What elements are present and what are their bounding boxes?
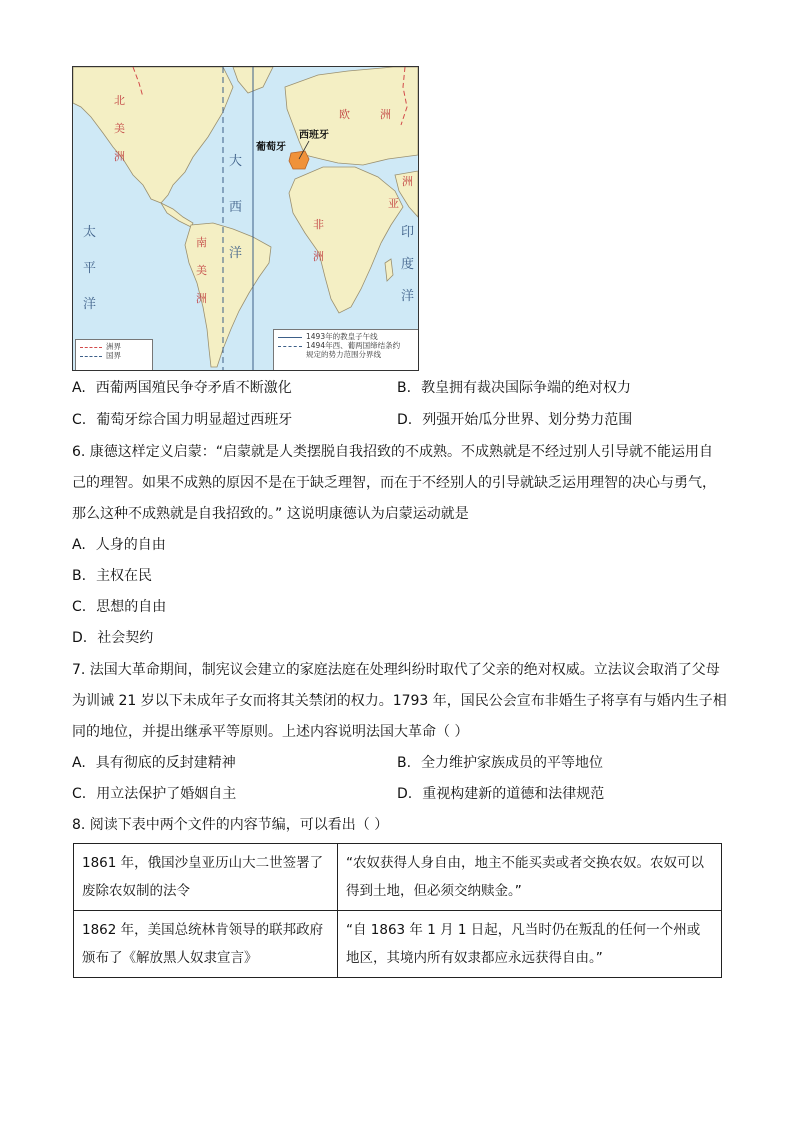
q6-stem-line-3: 那么这种不成熟就是自我招致的。” 这说明康德认为启蒙运动就是	[72, 506, 469, 522]
pacific-ocean-label: 太 平 洋	[83, 225, 97, 312]
table-cell-source: 1861 年，俄国沙皇亚历山大二世签署了废除农奴制的法令	[74, 844, 338, 911]
q5-option-a[interactable]: A. 西葡两国殖民争夺矛盾不断激化	[72, 380, 292, 396]
q5-option-b[interactable]: B. 教皇拥有裁决国际争端的绝对权力	[397, 380, 632, 396]
north-america-shape	[73, 67, 233, 203]
q7-stem-line-2: 为训诫 21 岁以下未成年子女而将其关禁闭的权力。1793 年，国民公会宣布非婚生子将享有与婚内生子相	[72, 693, 727, 709]
north-america-label: 北 美 洲	[114, 94, 125, 163]
atlantic-ocean-label: 大 西 洋	[229, 154, 243, 261]
q7-option-a[interactable]: A. 具有彻底的反封建精神	[72, 755, 236, 771]
q7-stem-line-1: 7. 法国大革命期间，制宪议会建立的家庭法庭在处理纠纷时取代了父亲的绝对权威。立法议会取消了父母	[72, 662, 720, 678]
q7-option-b[interactable]: B. 全力维护家族成员的平等地位	[397, 755, 604, 771]
map-legend-right: 1493年的教皇子午线 1494年西、葡两国缔结条约 规定的势力范围分界线	[273, 329, 419, 371]
table-row	[74, 844, 722, 911]
spain-label: 西班牙	[299, 130, 329, 141]
q8-document-table	[73, 843, 722, 978]
q6-stem-line-2: 己的理智。如果不成熟的原因不是在于缺乏理智，而在于不经别人的引导就缺乏运用理智的决心与勇气，	[72, 475, 716, 491]
q6-option-c[interactable]: C. 思想的自由	[72, 599, 167, 615]
q8-stem: 8. 阅读下表中两个文件的内容节编，可以看出（ ）	[72, 817, 389, 833]
q7-stem-line-3: 同的地位，并提出继承平等原则。上述内容说明法国大革命（ ）	[72, 724, 469, 740]
south-america-label: 南 美 洲	[196, 236, 207, 305]
historical-map	[72, 66, 419, 371]
africa-shape	[289, 167, 403, 313]
asia-label: 洲 亚	[388, 175, 413, 210]
portugal-label: 葡萄牙	[256, 142, 286, 153]
q5-option-d[interactable]: D. 列强开始瓜分世界、划分势力范围	[397, 412, 633, 428]
indian-ocean-label: 印 度 洋	[401, 225, 415, 304]
q7-option-c[interactable]: C. 用立法保护了婚姻自主	[72, 786, 237, 802]
table-cell-quote: “农奴获得人身自由，地主不能买卖或者交换农奴。农奴可以得到土地，但必须交纳赎金。”	[338, 844, 722, 911]
table-row	[74, 911, 722, 978]
q6-stem-line-1: 6. 康德这样定义启蒙：“启蒙就是人类摆脱自我招致的不成熟。不成熟就是不经过别人引导就不能运用自	[72, 444, 714, 460]
q6-option-d[interactable]: D. 社会契约	[72, 630, 154, 646]
table-cell-quote: “自 1863 年 1 月 1 日起，凡当时仍在叛乱的任何一个州或地区，其境内所有奴隶都应永远获得自由。”	[338, 911, 722, 978]
table-cell-source: 1862 年，美国总统林肯领导的联邦政府颁布了《解放黑人奴隶宣言》	[74, 911, 338, 978]
q5-option-c[interactable]: C. 葡萄牙综合国力明显超过西班牙	[72, 412, 293, 428]
q6-option-b[interactable]: B. 主权在民	[72, 568, 153, 584]
europe-label: 欧 洲	[339, 108, 391, 121]
africa-label: 非 洲	[313, 218, 324, 263]
map-legend-left: 洲界 国界	[75, 339, 153, 371]
q6-option-a[interactable]: A. 人身的自由	[72, 537, 166, 553]
spain-region	[289, 151, 309, 169]
q7-option-d[interactable]: D. 重视构建新的道德和法律规范	[397, 786, 605, 802]
